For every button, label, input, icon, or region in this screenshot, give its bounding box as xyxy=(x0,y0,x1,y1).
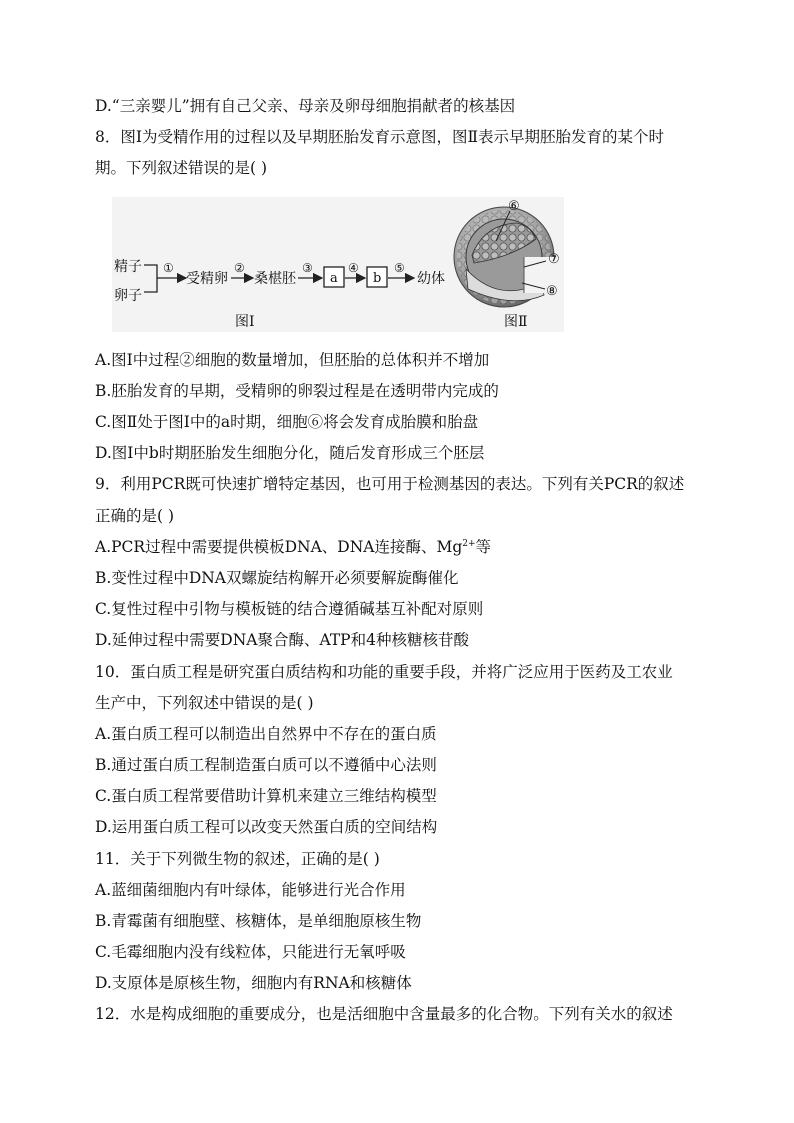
q8-option-d: D.图Ⅰ中b时期胚胎发生细胞分化，随后发育形成三个胚层 xyxy=(95,444,485,462)
q8-option-b: B.胚胎发育的早期，受精卵的卵裂过程是在透明带内完成的 xyxy=(95,382,499,400)
figure-2-caption: 图Ⅱ xyxy=(504,314,528,330)
q10-option-c: C.蛋白质工程常要借助计算机来建立三维结构模型 xyxy=(95,787,437,805)
morula-label: 桑椹胚 xyxy=(254,271,296,287)
egg-label: 卵子 xyxy=(114,288,142,304)
step-2-label: ② xyxy=(234,261,245,275)
q9-option-b: B.变性过程中DNA双螺旋结构解开必须要解旋酶催化 xyxy=(95,569,459,587)
figure-1-caption: 图Ⅰ xyxy=(235,314,255,330)
q11-option-d: D.支原体是原核生物，细胞内有RNA和核糖体 xyxy=(95,974,412,992)
q10-option-b: B.通过蛋白质工程制造蛋白质可以不遵循中心法则 xyxy=(95,756,437,774)
q11-option-a: A.蓝细菌细胞内有叶绿体，能够进行光合作用 xyxy=(95,881,406,899)
q11-stem: 11．关于下列微生物的叙述，正确的是( ) xyxy=(95,850,380,868)
q11-option-c: C.毛霉细胞内没有线粒体，只能进行无氧呼吸 xyxy=(95,943,406,961)
step-5-label: ⑤ xyxy=(394,261,405,275)
q8-option-a: A.图Ⅰ中过程②细胞的数量增加，但胚胎的总体积并不增加 xyxy=(95,351,490,369)
q9-stem-line1: 9．利用PCR既可快速扩增特定基因，也可用于检测基因的表达。下列有关PCR的叙述 xyxy=(95,475,685,493)
merge-bracket xyxy=(144,265,157,292)
q12-stem-line1: 12．水是构成细胞的重要成分，也是活细胞中含量最多的化合物。下列有关水的叙述 xyxy=(95,1005,673,1023)
q8-stem-line1: 8．图Ⅰ为受精作用的过程以及早期胚胎发育示意图，图Ⅱ表示早期胚胎发育的某个时 xyxy=(95,128,665,146)
q8-option-c: C.图Ⅱ处于图Ⅰ中的a时期，细胞⑥将会发育成胎膜和胎盘 xyxy=(95,413,479,431)
q11-option-b: B.青霉菌有细胞壁、核糖体，是单细胞原核生物 xyxy=(95,912,422,930)
blastocyst-illustration xyxy=(454,207,558,307)
q9-option-a-suffix: 等 xyxy=(475,538,492,556)
q9-stem-line2: 正确的是( ) xyxy=(95,507,175,525)
q9-option-a-superscript: 2+ xyxy=(462,539,476,549)
q7-option-d: D.“三亲婴儿”拥有自己父亲、母亲及卵母细胞捐献者的核基因 xyxy=(95,97,516,115)
q10-option-a: A.蛋白质工程可以制造出自然界中不存在的蛋白质 xyxy=(95,725,437,743)
label-8: ⑧ xyxy=(546,284,558,299)
stage-b-label: b xyxy=(373,271,382,286)
q8-stem-line2: 期。下列叙述错误的是( ) xyxy=(95,159,268,177)
step-3-label: ③ xyxy=(302,261,313,275)
embryo-development-figure xyxy=(112,197,564,332)
label-7: ⑦ xyxy=(548,252,560,267)
q9-option-c: C.复性过程中引物与模板链的结合遵循碱基互补配对原则 xyxy=(95,600,484,618)
q10-stem-line2: 生产中，下列叙述中错误的是( ) xyxy=(95,694,314,712)
sperm-label: 精子 xyxy=(114,259,142,275)
larva-label: 幼体 xyxy=(417,271,445,287)
step-4-label: ④ xyxy=(348,261,359,275)
q10-stem-line1: 10．蛋白质工程是研究蛋白质结构和功能的重要手段，并将广泛应用于医药及工农业 xyxy=(95,663,673,681)
zygote-label: 受精卵 xyxy=(186,271,228,287)
q10-option-d: D.运用蛋白质工程可以改变天然蛋白质的空间结构 xyxy=(95,818,438,836)
q9-option-a xyxy=(95,537,491,557)
stage-a-label: a xyxy=(330,271,338,286)
step-1-label: ① xyxy=(163,261,174,275)
figure-svg xyxy=(112,197,564,332)
q9-option-a-text: A.PCR过程中需要提供模板DNA、DNA连接酶、Mg xyxy=(95,538,463,556)
q9-option-d: D.延伸过程中需要DNA聚合酶、ATP和4种核糖核苷酸 xyxy=(95,631,469,649)
label-6: ⑥ xyxy=(508,199,520,214)
